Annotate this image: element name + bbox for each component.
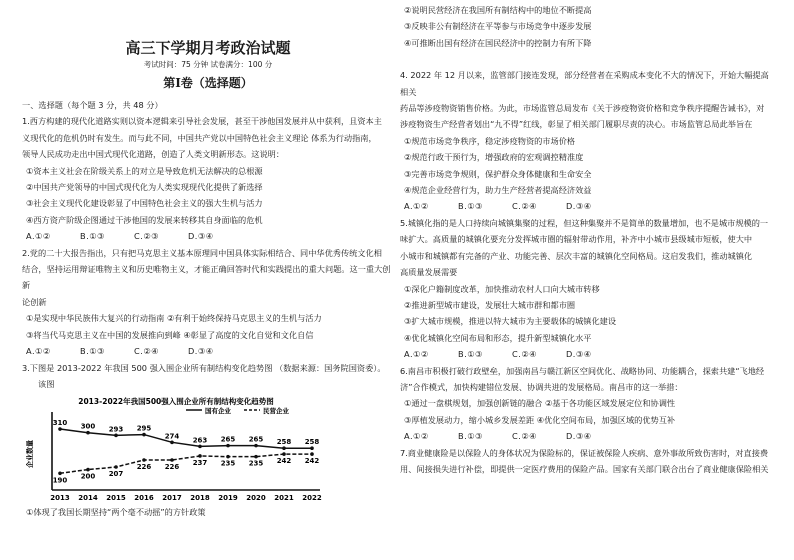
data-label-state: 293 [108,425,124,434]
option-line: ③厚植发展动力，缩小城乡发展差距 ④优化空间布局，加强区域的优势互补 [404,414,676,425]
option-line: ④规范企业经营行为，助力生产经营者提高经济效益 [404,185,592,196]
question-stem-line: 5.城镇化指的是人口持续向城镇集聚的过程，但这种集聚并不是简单的数量增加，也不是城市规模的一 [400,217,769,228]
chart-y-label: 企业数量 [26,440,34,469]
option-line: ②推进新型城市建设，发展壮大城市群和都市圈 [404,299,576,310]
option-line: ①体现了我国长期坚持“两个毫不动摇”的方针政策 [26,507,206,518]
x-tick-label: 2017 [162,494,182,503]
question-stem-line: 4. 2022 年 12 月以来，监管部门接连发现，部分经营者在采购成本变化不大的情况下，开始大幅提高相关 [400,70,769,97]
x-tick-label: 2014 [78,494,98,503]
point-private [198,454,202,458]
answer-b: B.①③ [458,201,483,212]
point-private [142,459,146,463]
answer-c: C.②④ [512,431,537,442]
point-state [170,441,174,445]
point-state [310,447,314,451]
answer-b: B.①③ [458,349,483,360]
question-stem-line: 领导人民成功走出中国式现代化道路，创造了人类文明新形态。这说明： [22,149,285,160]
question-stem-line: 7.商业健康险是以保险人的身体状况为保险标的，保证被保险人疾病、意外事故所致伤害时，对直接费 [400,447,769,458]
answer-b: B.①③ [80,231,105,242]
answer-c: C.②④ [512,349,537,360]
question-stem-line: 高质量发展需要 [400,267,458,278]
point-state [226,444,230,448]
question-stem-line: 1.西方构建的现代化道路实则以资本逻辑来引导社会发展，甚至干涉他国发展并从中获利，且资本主 [22,116,382,127]
question-7 [400,445,774,478]
data-label-state: 263 [192,436,208,445]
option-line: ②说明民营经济在我国所有制结构中的地位不断提高 [404,5,592,15]
left-column [22,0,394,521]
data-label-state: 300 [80,423,96,432]
option-line: ③将当代马克思主义在中国的发展推向到峰 ④彰显了高度的文化自觉和文化自信 [26,329,314,340]
data-label-private: 190 [52,476,68,485]
legend-label-private: 民营企业 [263,407,289,416]
x-tick-label: 2021 [274,494,294,503]
option-line: ③完善市场竞争规则，保护群众身体健康和生命安全 [404,168,592,179]
question-1 [22,113,394,244]
data-label-state: 274 [164,432,180,441]
data-label-state: 310 [52,419,68,428]
answer-d: D.③④ [566,431,592,442]
point-state [198,445,202,449]
option-line: ①资本主义社会在阶级关系上的对立是导致危机无法解决的总根源 [26,165,263,176]
option-line: ④可推断出国有经济在国民经济中的控制力有所下降 [404,37,592,48]
point-private [114,466,118,470]
data-label-private: 226 [136,463,152,472]
option-line: ②规范行政干预行为，增强政府的宏观调控精准度 [404,152,584,163]
question-stem-line: 济”合作模式，加快构建错位发展、协调共进的发展格局。南昌市的这一举措： [400,381,683,392]
answer-b: B.①③ [80,346,105,357]
answer-choices [400,198,774,214]
x-tick-label: 2015 [106,494,126,503]
option-line: ①通过一盘棋规划，加强创新链的融合 ②基于各功能区域发展定位和协调性 [404,398,676,409]
series-line-state [60,429,312,448]
answer-choices [400,346,774,362]
question-stem-line: 论创新 [22,296,47,307]
answer-d: D.③④ [188,231,214,242]
question-stem-line: 6.南昌市积极打破行政壁垒，加强南昌与赣江新区空间优化、战略协同、功能耦合，探索共建“飞地经 [400,365,765,376]
point-state [254,444,258,448]
data-label-state: 258 [276,438,292,447]
option-line: ①深化户籍制度改革，加快推动农村人口向大城市转移 [404,283,600,294]
x-tick-label: 2018 [190,494,210,503]
question-stem-line: 2.党的二十大报告指出，只有把马克思主义基本原理同中国具体实际相结合、同中华优秀传统文化相 [22,247,382,258]
question-stem-line: 3.下图是 2013-2022 年我国 500 强入围企业所有制结构变化趋势图 （数据来源：国务院国资委）。 [22,362,386,373]
data-label-state: 258 [304,438,320,447]
option-line: ④西方资产阶级企图通过干涉他国的发展来转移其自身面临的危机 [26,214,263,225]
data-label-private: 242 [304,457,320,466]
option-line: ④优化城镇化空间布局和形态，提升新型城镇化水平 [404,332,592,343]
answer-c: C.②④ [134,346,159,357]
data-label-private: 207 [108,470,124,479]
option-line: ①规范市场竞争秩序，稳定涉疫物资的市场价格 [404,135,576,146]
point-private [254,455,258,459]
answer-a: A.①② [26,346,51,357]
ownership-trend-chart [26,396,326,504]
data-label-private: 235 [220,459,236,468]
data-label-private: 200 [80,472,96,481]
answer-d: D.③④ [566,201,592,212]
answer-a: A.①② [404,201,429,212]
x-tick-label: 2022 [302,494,322,503]
answer-d: D.③④ [188,346,214,357]
answer-d: D.③④ [566,349,592,360]
point-state [142,433,146,437]
section-heading: 第Ⅰ卷（选择题） [163,76,253,90]
answer-b: B.①③ [458,431,483,442]
question-stem-line: 涉疫物资生产经营者划出“九不得”红线，彰显了相关部门履职尽责的决心。市场监管总局此举旨在 [400,119,753,130]
answer-choices [22,228,394,244]
question-4 [400,67,774,215]
point-private [170,459,174,463]
question-stem-line: 义现代化的危机仍时有发生。而与此不同，中国共产党以中国特色社会主义理论 体系为行动指南， [22,132,377,143]
answer-a: A.①② [404,431,429,442]
option-line: ③反映非公有制经济在平等参与市场竞争中逐步发展 [404,21,592,32]
chart-title: 2013-2022年我国500强入围企业所有制结构变化趋势图 [78,397,274,407]
x-tick-label: 2016 [134,494,154,503]
series-line-private [60,454,312,473]
part-heading: 一、选择题（每个题 3 分，共 48 分） [22,100,163,110]
point-state [58,428,62,432]
question-stem-line: 小城市和城镇都有完备的产业、功能完善、层次丰富的城镇化空间格局。这启发我们，推动城镇化 [400,250,753,261]
answer-a: A.①② [26,231,51,242]
data-label-state: 265 [248,435,264,444]
question-stem-line: 药品等涉疫物资销售价格。为此，市场监管总局发布《关于涉疫物资价格和竞争秩序提醒告诫书》，对 [400,103,765,114]
question-2 [22,245,394,360]
point-state [282,447,286,451]
answer-choices [22,343,394,359]
answer-c: C.②④ [512,201,537,212]
data-label-private: 242 [276,457,292,466]
data-label-state: 295 [136,424,152,433]
option-line: ②中国共产党领导的中国式现代化为人类实现现代化提供了新选择 [26,182,263,193]
right-column [400,0,774,477]
point-private [86,468,90,472]
data-label-private: 237 [192,459,208,468]
exam-meta: 考试时间：75 分钟 试卷满分：100 分 [143,60,273,69]
question-stem-line: 味扩大。高质量的城镇化要充分发挥城市圈的辐射带动作用，补齐中小城市县级城市短板，使大中 [400,234,753,245]
x-tick-label: 2020 [246,494,266,503]
data-label-private: 235 [248,459,264,468]
question-stem-line: 用、间接损失进行补偿，即提供一定医疗费用的保险产品。国家有关部门联合出台了商业健康保险相关 [400,463,769,474]
question-stem-line: 该图 [38,378,55,389]
x-tick-label: 2013 [50,494,70,503]
option-line: ①是实现中华民族伟大复兴的行动指南 ②有利于始终保持马克思主义的生机与活力 [26,313,322,324]
option-line: ③扩大城市规模，推进以特大城市为主要载体的城镇化建设 [404,316,617,327]
point-private [58,472,62,476]
point-private [226,455,230,459]
question-stem-line: 结合，坚持运用辩证唯物主义和历史唯物主义，才能正确回答时代和实践提出的重大问题。这一重大创新 [22,264,391,291]
data-label-private: 226 [164,463,180,472]
answer-choices [400,428,774,444]
option-line: ③社会主义现代化建设彰显了中国特色社会主义的强大生机与活力 [26,198,263,209]
answer-c: C.②③ [134,231,159,242]
question-5 [400,215,774,363]
answer-a: A.①② [404,349,429,360]
question-3 [22,360,394,521]
point-state [86,431,90,435]
page-title: 高三下学期月考政治试题 [125,39,291,57]
legend-label-state: 国有企业 [205,407,231,416]
point-private [310,453,314,457]
question-6 [400,363,774,445]
point-private [282,453,286,457]
data-label-state: 265 [220,435,236,444]
chart-svg [26,396,326,504]
point-state [114,434,118,438]
x-tick-label: 2019 [218,494,238,503]
